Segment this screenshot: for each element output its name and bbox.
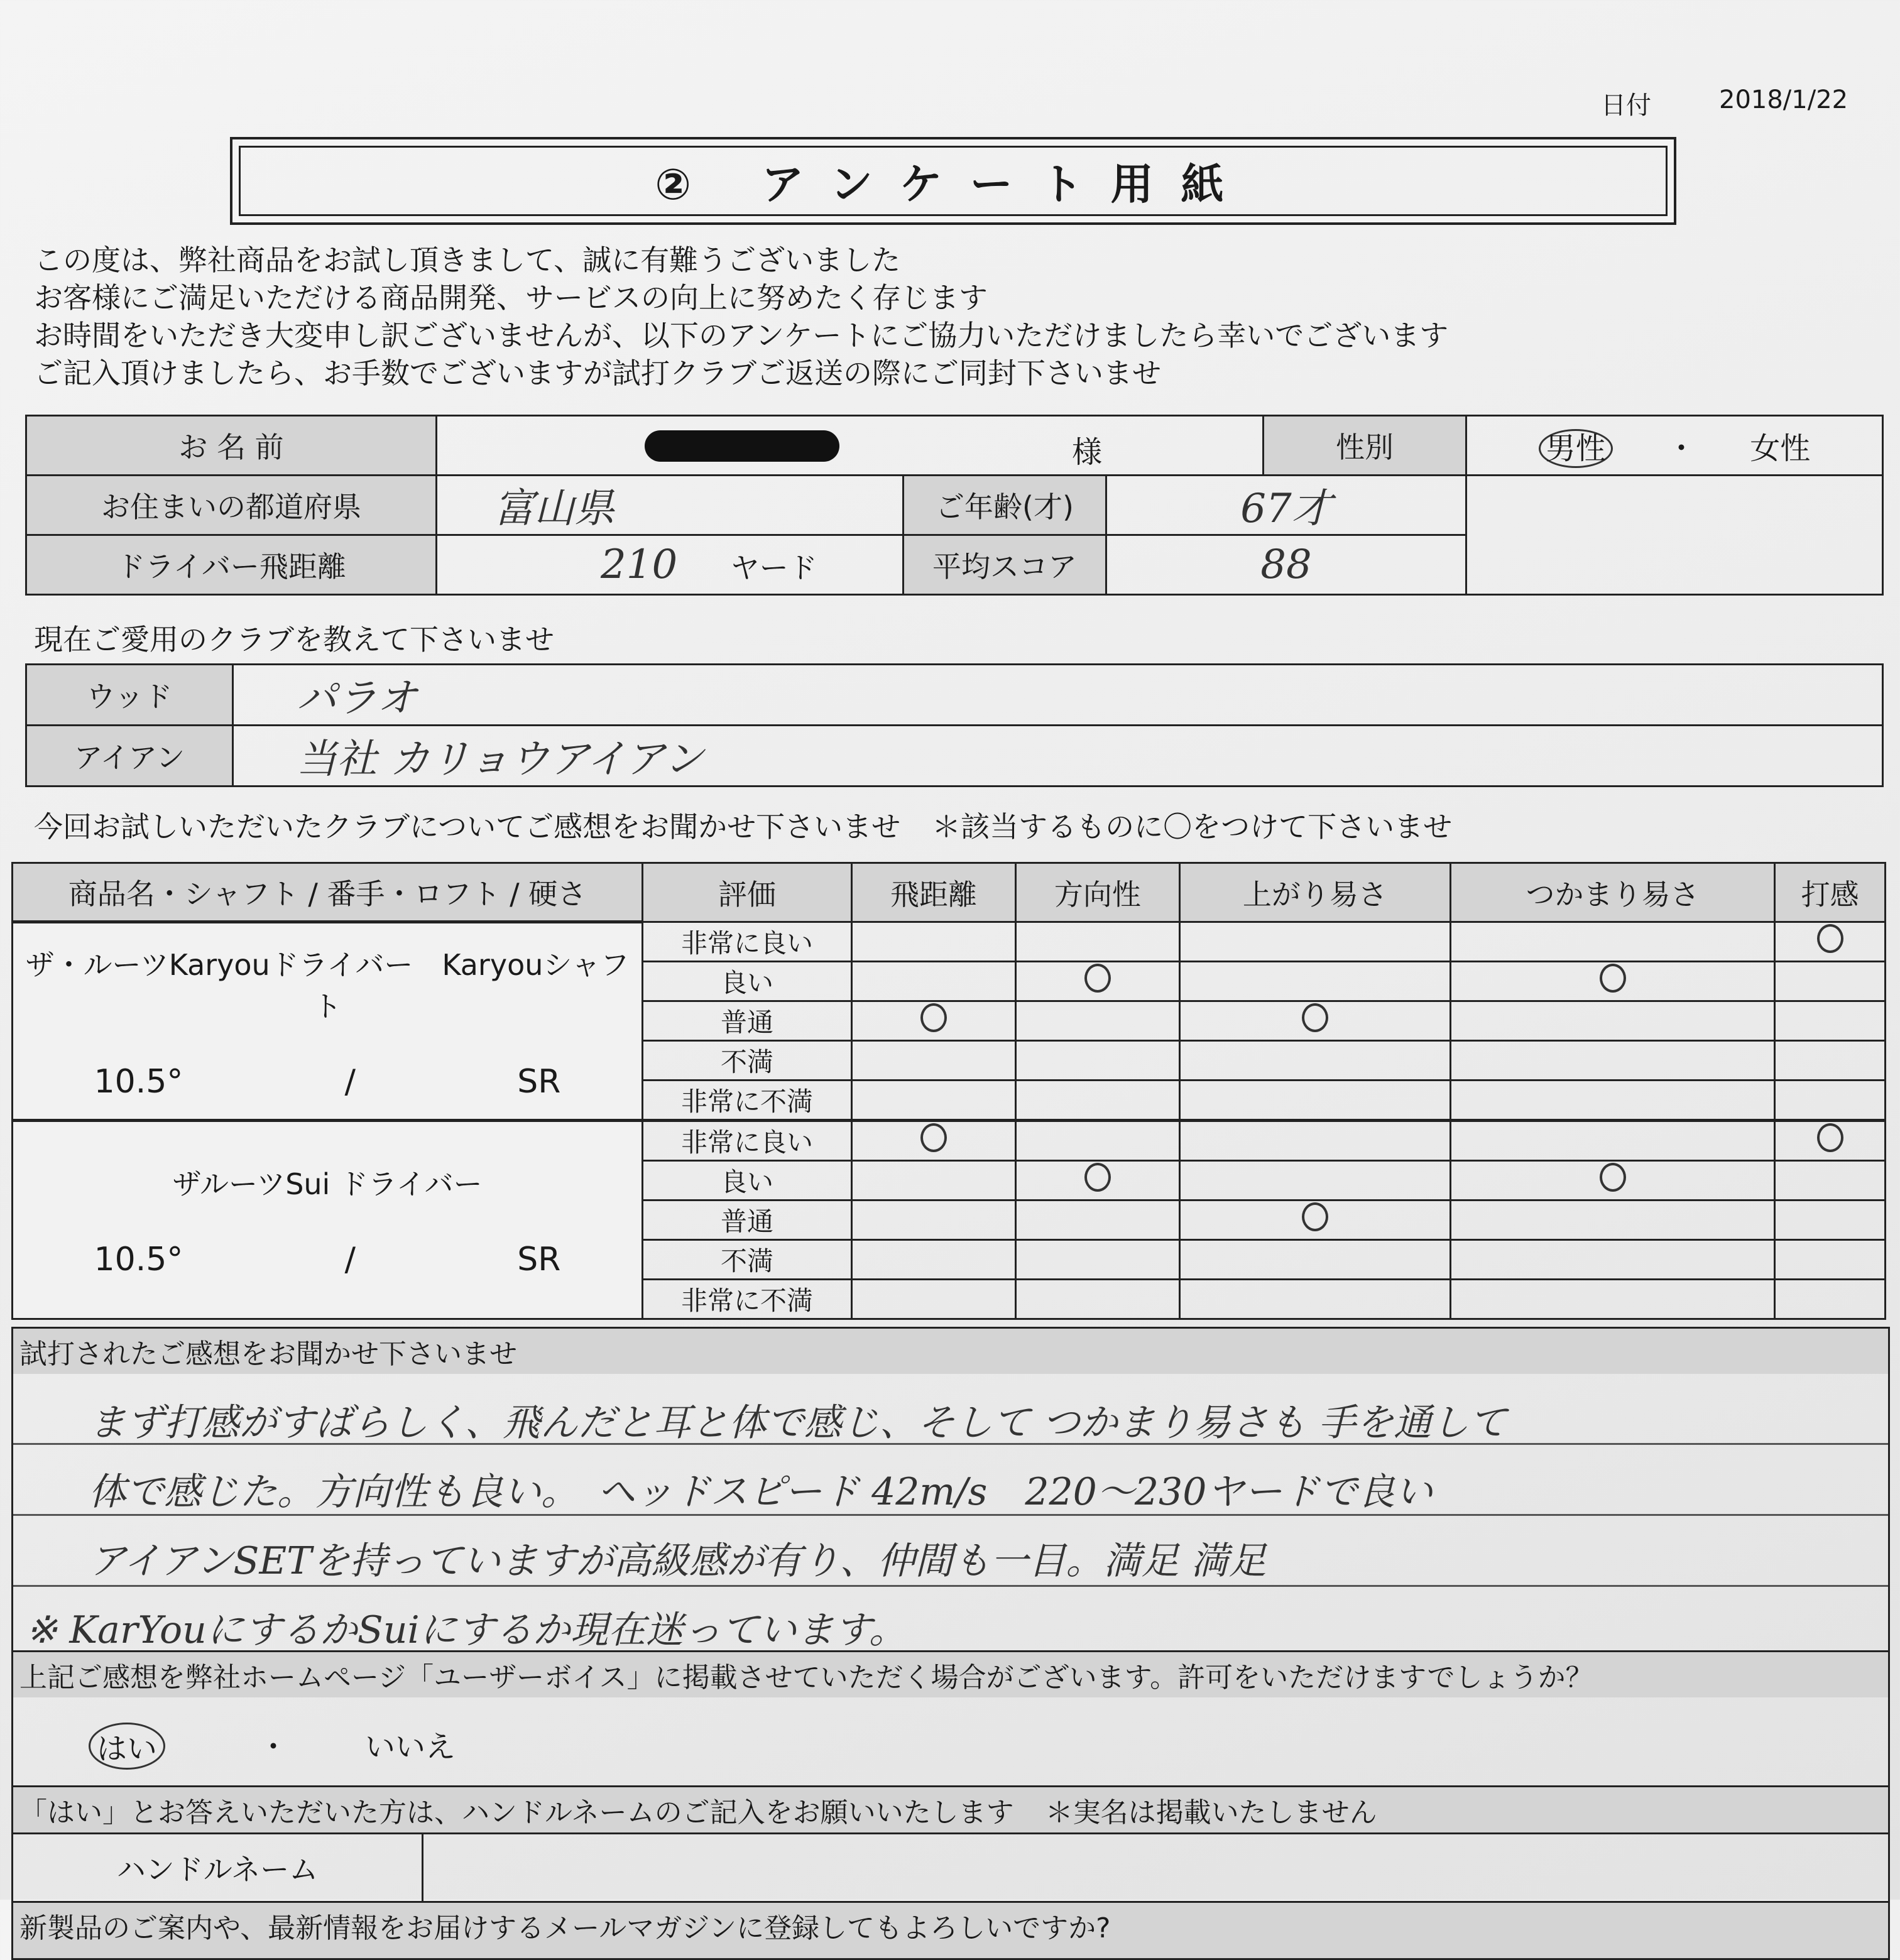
rating-cell[interactable]: [1450, 1121, 1774, 1161]
rating-cell[interactable]: [1775, 922, 1886, 962]
circle-mark: [920, 1123, 947, 1152]
rating-level: 良い: [643, 1161, 852, 1200]
rating-cell[interactable]: [852, 1081, 1016, 1121]
handle-input[interactable]: [423, 1834, 1888, 1901]
rating-cell[interactable]: [1015, 1240, 1179, 1280]
circle-mark: [1302, 1202, 1328, 1231]
blank-cell: [1466, 476, 1883, 595]
product-flex: SR: [517, 1062, 561, 1101]
rating-cell[interactable]: [852, 1161, 1016, 1200]
score-value[interactable]: 88: [1106, 535, 1466, 595]
rating-cell[interactable]: [1450, 1280, 1774, 1319]
distance-value: 210: [601, 542, 678, 588]
rating-cell[interactable]: [1775, 1001, 1886, 1041]
rating-cell[interactable]: [1015, 922, 1179, 962]
impression-line: 体で感じた。方向性も良い。 ヘッドスピード 42m/s 220～230ヤードで良い: [89, 1470, 1433, 1514]
rating-cell[interactable]: [1775, 1200, 1886, 1240]
profile-table: [25, 415, 1884, 596]
intro-text: [34, 241, 1448, 392]
rating-cell[interactable]: [1015, 1001, 1179, 1041]
circle-mark: [920, 1003, 947, 1032]
rating-cell[interactable]: [1015, 962, 1179, 1001]
rating-cell[interactable]: [1450, 1001, 1774, 1041]
permission-choice: [13, 1697, 1888, 1785]
permission-separator: ・: [258, 1729, 289, 1765]
product-loft: 10.5°: [94, 1241, 183, 1278]
col-criterion: 上がり易さ: [1179, 863, 1450, 922]
age-label: ご年齢(才): [904, 476, 1106, 535]
wood-value[interactable]: パラオ: [233, 665, 1883, 726]
evaluation-table: [11, 862, 1886, 1320]
rating-cell[interactable]: [852, 1280, 1016, 1319]
circle-mark: [1084, 1163, 1111, 1192]
evaluation-heading-text: 今回お試しいただいたクラブについてご感想をお聞かせ下さいませ: [34, 810, 901, 844]
col-criterion: 飛距離: [852, 863, 1016, 922]
rating-cell[interactable]: [852, 922, 1016, 962]
rating-cell[interactable]: [852, 1240, 1016, 1280]
circle-mark: [1817, 1123, 1843, 1152]
rating-cell[interactable]: [1015, 1121, 1179, 1161]
rating-cell[interactable]: [1450, 1200, 1774, 1240]
rating-cell[interactable]: [1775, 1081, 1886, 1121]
rating-cell[interactable]: [1015, 1200, 1179, 1240]
gender-field[interactable]: [1466, 416, 1883, 476]
product-cell: [13, 1121, 643, 1319]
rating-cell[interactable]: [1015, 1161, 1179, 1200]
rating-row: [13, 1121, 1886, 1161]
rating-cell[interactable]: [852, 1200, 1016, 1240]
redacted-name: [645, 430, 839, 462]
rating-cell[interactable]: [1775, 962, 1886, 1001]
clubs-table: [25, 663, 1884, 787]
rating-level: 非常に不満: [643, 1280, 852, 1319]
col-criterion: 打感: [1775, 863, 1886, 922]
intro-line: この度は、弊社商品をお試し頂きまして、誠に有難うございました: [34, 243, 901, 277]
rating-cell[interactable]: [1179, 962, 1450, 1001]
rating-cell[interactable]: [1450, 962, 1774, 1001]
distance-unit: ヤード: [730, 551, 817, 585]
clubs-heading: 現在ご愛用のクラブを教えて下さいませ: [34, 623, 554, 656]
circle-mark: [1600, 1163, 1626, 1192]
iron-label: アイアン: [26, 726, 233, 787]
rating-level: 普通: [643, 1200, 852, 1240]
rating-cell[interactable]: [1179, 1041, 1450, 1081]
name-label: お 名 前: [26, 416, 437, 476]
rating-cell[interactable]: [1015, 1081, 1179, 1121]
impression-line: まず打感がすばらしく、飛んだと耳と体で感じ、そして つかまり易さも 手を通して: [89, 1401, 1507, 1445]
rating-cell[interactable]: [1179, 1161, 1450, 1200]
rating-row: [13, 922, 1886, 962]
newsletter-question: 新製品のご案内や、最新情報をお届けするメールマガジンに登録してもよろしいですか?: [13, 1903, 1888, 1958]
rating-cell[interactable]: [1450, 1081, 1774, 1121]
evaluation-heading: [34, 804, 1452, 846]
col-rating: 評価: [643, 863, 852, 922]
rating-cell[interactable]: [1179, 1240, 1450, 1280]
rating-level: 普通: [643, 1001, 852, 1041]
rating-level: 非常に良い: [643, 1121, 852, 1161]
gender-label: 性別: [1264, 416, 1466, 476]
rating-cell[interactable]: [1775, 1121, 1886, 1161]
rating-cell[interactable]: [1775, 1041, 1886, 1081]
rating-cell[interactable]: [1775, 1161, 1886, 1200]
rating-cell[interactable]: [852, 1001, 1016, 1041]
permission-question: 上記ご感想を弊社ホームページ「ユーザーボイス」に掲載させていただく場合がございます。許可をいただけますでしょうか？: [13, 1650, 1888, 1697]
impression-line: アイアンSETを持っていますが高級感が有り、仲間も一目。満足 満足: [89, 1539, 1267, 1583]
rating-level: 不満: [643, 1240, 852, 1280]
handle-label: ハンドルネーム: [13, 1834, 423, 1901]
comments-section: [11, 1327, 1890, 1960]
intro-line: お客様にご満足いただける商品開発、サービスの向上に努めたく存じます: [34, 281, 988, 315]
impressions-heading: 試打されたご感想をお聞かせ下さいませ: [13, 1329, 1888, 1374]
circle-mark: [1817, 924, 1843, 953]
name-field[interactable]: [437, 416, 1264, 476]
prefecture-value[interactable]: 富山県: [437, 476, 904, 535]
rating-cell[interactable]: [1015, 1280, 1179, 1319]
product-name: ザルーツSui ドライバー: [172, 1167, 483, 1201]
gender-male[interactable]: 男性: [1539, 429, 1613, 468]
rating-cell[interactable]: [852, 962, 1016, 1001]
rating-cell[interactable]: [1179, 1081, 1450, 1121]
form-title: ② アンケート用紙: [655, 160, 1252, 210]
rating-cell[interactable]: [852, 1121, 1016, 1161]
rating-level: 非常に不満: [643, 1081, 852, 1121]
rating-cell[interactable]: [852, 1041, 1016, 1081]
distance-field[interactable]: [437, 535, 904, 595]
intro-line: ご記入頂けましたら、お手数でございますが試打クラブご返送の際にご同封下さいませ: [34, 356, 1161, 390]
circle-mark: [1084, 964, 1111, 993]
permission-yes[interactable]: はい: [89, 1723, 165, 1770]
product-loft: 10.5°: [94, 1062, 183, 1101]
evaluation-note: ＊該当するものに〇をつけて下さいませ: [932, 810, 1453, 844]
circle-mark: [1600, 964, 1626, 993]
rating-cell[interactable]: [1179, 1121, 1450, 1161]
rating-cell[interactable]: [1179, 922, 1450, 962]
gender-female[interactable]: 女性: [1750, 430, 1811, 466]
permission-no[interactable]: いいえ: [365, 1729, 456, 1765]
honorific: 様: [1072, 435, 1103, 470]
col-criterion: 方向性: [1015, 863, 1179, 922]
prefecture-label: お住まいの都道府県: [26, 476, 437, 535]
age-value[interactable]: 67才: [1106, 476, 1466, 535]
rating-cell[interactable]: [1450, 1041, 1774, 1081]
date-value: 2018/1/22: [1719, 85, 1848, 114]
rating-cell[interactable]: [1775, 1240, 1886, 1280]
rating-cell[interactable]: [1450, 1240, 1774, 1280]
iron-value[interactable]: 当社 カリョウアイアン: [233, 726, 1883, 787]
handle-note2: ＊実名は掲載いたしません: [1045, 1797, 1377, 1829]
product-slash: /: [344, 1241, 356, 1278]
rating-cell[interactable]: [1450, 1161, 1774, 1200]
rating-cell[interactable]: [1179, 1280, 1450, 1319]
rating-level: 非常に良い: [643, 922, 852, 962]
rating-level: 良い: [643, 962, 852, 1001]
handle-note-text: 「はい」とお答えいただいた方は、ハンドルネームのご記入をお願いいたします: [19, 1797, 1014, 1829]
col-product: 商品名・シャフト / 番手・ロフト / 硬さ: [13, 863, 643, 922]
rating-cell[interactable]: [1775, 1280, 1886, 1319]
product-flex: SR: [517, 1241, 561, 1278]
wood-label: ウッド: [26, 665, 233, 726]
score-label: 平均スコア: [904, 535, 1106, 595]
rating-cell[interactable]: [1179, 1001, 1450, 1041]
date-label: 日付: [1601, 91, 1651, 120]
col-criterion: つかまり易さ: [1450, 863, 1774, 922]
rating-level: 不満: [643, 1041, 852, 1081]
intro-line: お時間をいただき大変申し訳ございませんが、以下のアンケートにご協力いただけましたら幸いでございます: [34, 318, 1449, 352]
product-slash: /: [344, 1062, 356, 1101]
handle-row: [13, 1832, 1888, 1903]
product-cell: [13, 922, 643, 1121]
impression-line: ※ KarYouにするかSuiにするか現在迷っています。: [26, 1608, 907, 1652]
rating-cell[interactable]: [1179, 1200, 1450, 1240]
impressions-field[interactable]: [13, 1374, 1888, 1650]
distance-label: ドライバー飛距離: [26, 535, 437, 595]
rating-cell[interactable]: [1015, 1041, 1179, 1081]
form-title-box: [230, 137, 1676, 225]
handle-note: [13, 1785, 1888, 1832]
product-name: ザ・ルーツKaryouドライバー Karyouシャフト: [25, 947, 630, 1023]
rating-cell[interactable]: [1450, 922, 1774, 962]
circle-mark: [1302, 1003, 1328, 1032]
gender-separator: ・: [1666, 430, 1696, 466]
